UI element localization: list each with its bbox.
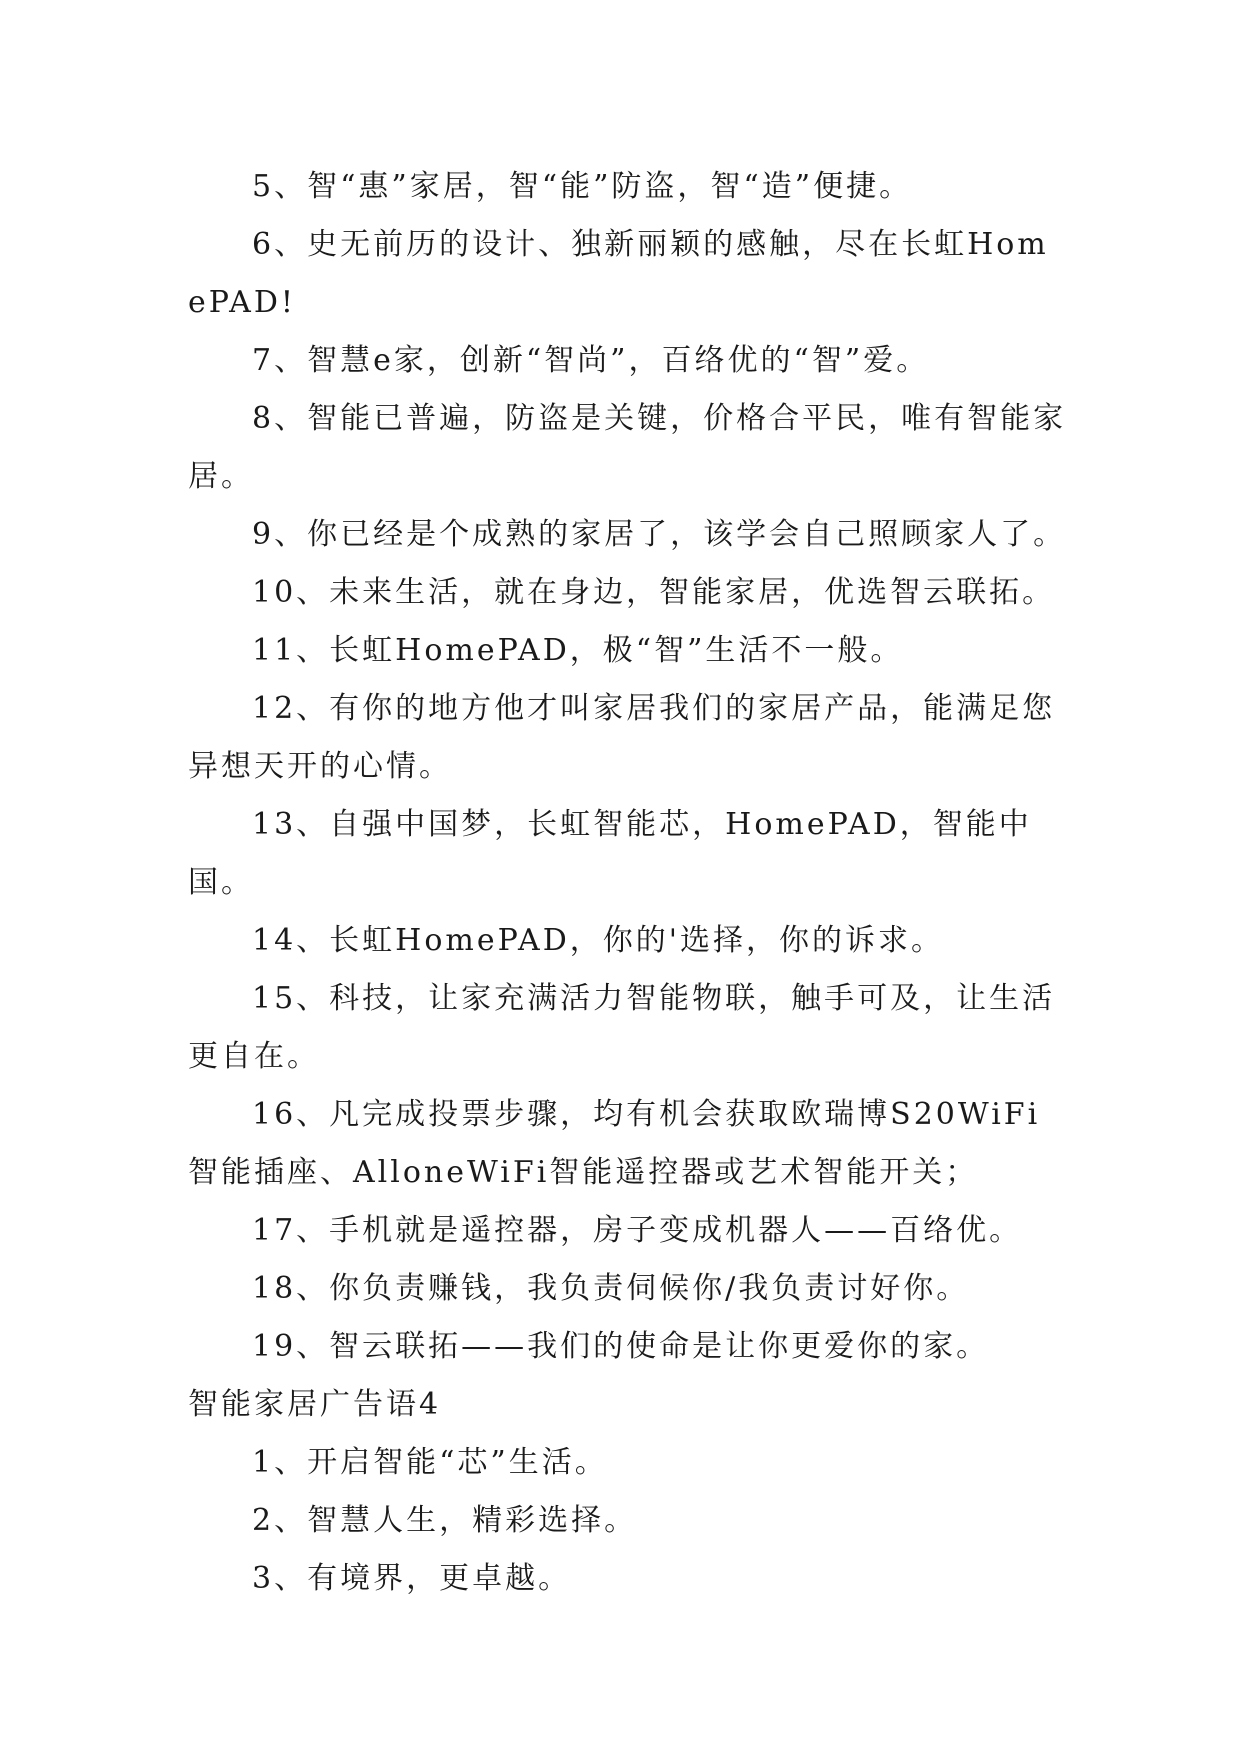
section4-item-3: 3、有境界，更卓越。 — [252, 1561, 572, 1596]
slogan-item-11: 11、长虹HomePAD，极“智”生活不一般。 — [252, 633, 904, 668]
slogan-item-18: 18、你负责赚钱，我负责伺候你/我负责讨好你。 — [252, 1271, 970, 1306]
section-heading: 智能家居广告语4 — [188, 1387, 442, 1422]
section4-item-1: 1、开启智能“芯”生活。 — [252, 1445, 608, 1480]
slogan-item-5: 5、智“惠”家居，智“能”防盗，智“造”便捷。 — [252, 169, 913, 204]
section4-item-2: 2、智慧人生，精彩选择。 — [252, 1503, 638, 1538]
slogan-item-7: 7、智慧e家，创新“智尚”，百络优的“智”爱。 — [252, 343, 930, 378]
document-body — [188, 158, 1068, 1608]
slogan-item-14: 14、长虹HomePAD，你的'选择，你的诉求。 — [252, 923, 944, 958]
slogan-item-15: 15、科技，让家充满活力智能物联，触手可及，让生活更自在。 — [188, 981, 1056, 1074]
slogan-item-13: 13、自强中国梦，长虹智能芯，HomePAD，智能中国。 — [188, 807, 1032, 900]
slogan-item-6: 6、史无前历的设计、独新丽颖的感触，尽在长虹HomePAD! — [188, 227, 1049, 320]
slogan-item-16: 16、凡完成投票步骤，均有机会获取欧瑞博S20WiFi智能插座、AlloneWiFi智能遥控器或艺术智能开关； — [188, 1097, 1041, 1190]
slogan-item-19: 19、智云联拓——我们的使命是让你更爱你的家。 — [252, 1329, 990, 1364]
slogan-item-17: 17、手机就是遥控器，房子变成机器人——百络优。 — [252, 1213, 1023, 1248]
slogan-item-9: 9、你已经是个成熟的家居了，该学会自己照顾家人了。 — [252, 517, 1067, 552]
slogan-item-8: 8、智能已普遍，防盗是关键，价格合平民，唯有智能家居。 — [188, 401, 1067, 494]
slogan-item-10: 10、未来生活，就在身边，智能家居，优选智云联拓。 — [252, 575, 1056, 610]
slogan-item-12: 12、有你的地方他才叫家居我们的家居产品，能满足您异想天开的心情。 — [188, 691, 1056, 784]
